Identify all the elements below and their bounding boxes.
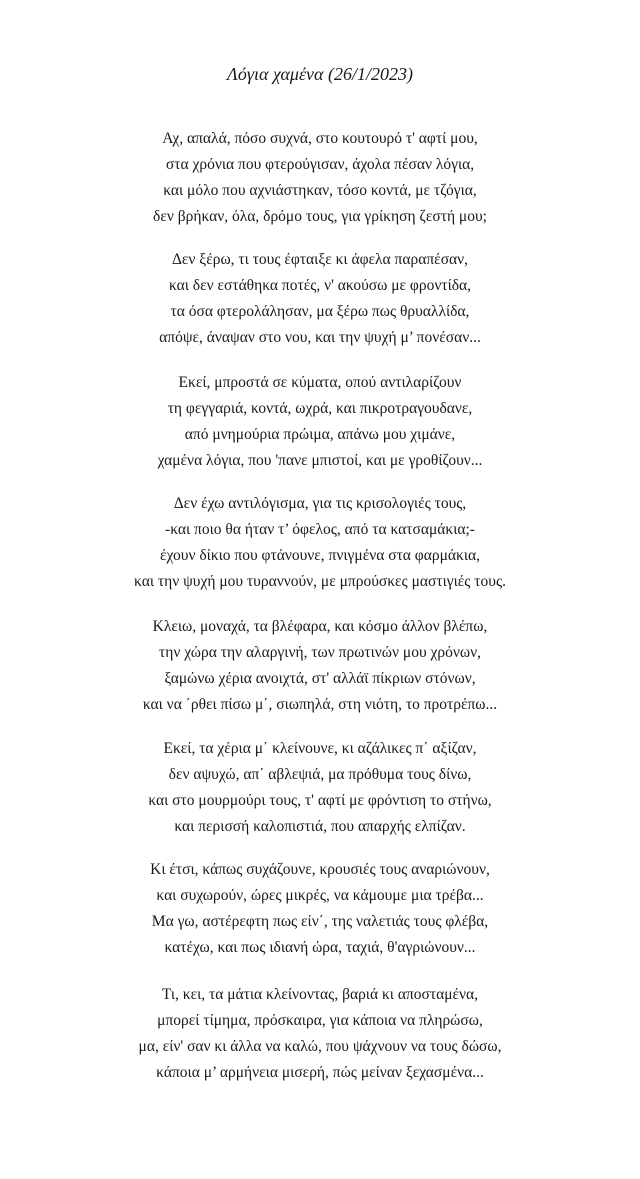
stanza-6 xyxy=(0,736,640,840)
poem-line: ξαμώνω χέρια ανοιχτά, στ' αλλάϊ πίκριων στόνων, xyxy=(164,670,476,687)
stanza-3 xyxy=(0,370,640,474)
poem-line: κατέχω, και πως ιδιανή ώρα, ταχιά, θ'αγριώνουν... xyxy=(164,939,476,956)
stanza-7 xyxy=(0,857,640,961)
poem-line: και περισσή καλοπιστιά, που απαρχής ελπίζαν. xyxy=(174,818,466,835)
poem-line: δεν βρήκαν, όλα, δρόμο τους, για γρίκηση ζεστή μου; xyxy=(153,208,487,225)
poem-line: τα όσα φτερολάλησαν, μα ξέρω πως θρυαλλίδα, xyxy=(170,303,470,320)
stanza-1 xyxy=(0,126,640,230)
poem-line: Δεν ξέρω, τι τους έφταιξε κι άφελα παραπέσαν, xyxy=(171,251,469,268)
poem-line: και συχωρούν, ώρες μικρές, να κάμουμε μια τρέβα... xyxy=(156,887,484,904)
poem-line: Κλειω, μοναχά, τα βλέφαρα, και κόσμο άλλον βλέπω, xyxy=(152,618,488,635)
poem-line: μα, είν' σαν κι άλλα να καλώ, που ψάχνουν να τους δώσω, xyxy=(138,1038,502,1055)
poem-line: απόψε, άναψαν στο νου, και την ψυχή μ’ πονέσαν... xyxy=(159,329,481,346)
poem-line: Αχ, απαλά, πόσο συχνά, στο κουτουρό τ' αφτί μου, xyxy=(162,130,478,147)
poem-line: από μνημούρια πρώιμα, απάνω μου χιμάνε, xyxy=(184,426,456,443)
poem-line: και μόλο που αχνιάστηκαν, τόσο κοντά, με τζόγια, xyxy=(163,182,477,199)
stanza-8 xyxy=(0,982,640,1086)
poem-line: μπορεί τίμημα, πρόσκαιρα, για κάποια να πληρώσω, xyxy=(157,1012,483,1029)
poem-line: Μα γω, αστέρεφτη πως είν΄, της ναλετιάς τους φλέβα, xyxy=(151,913,489,930)
stanza-2 xyxy=(0,247,640,351)
poem-line: χαμένα λόγια, που 'πανε μπιστοί, και με γροθίζουν... xyxy=(157,452,483,469)
poem-title: Λόγια χαμένα (26/1/2023) xyxy=(227,64,413,84)
poem-line: κάποια μ’ αρμήνεια μισερή, πώς μείναν ξεχασμένα... xyxy=(156,1064,484,1081)
poem-line: δεν αψυχώ, απ΄ αβλεψιά, μα πρόθυμα τους δίνω, xyxy=(168,766,472,783)
poem-line: Δεν έχω αντιλόγισμα, για τις κρισολογιές τους, xyxy=(173,495,467,512)
poem-line: Εκεί, τα χέρια μ΄ κλείνουνε, κι αζάλικες π΄ αξίζαν, xyxy=(163,740,477,757)
poem-line: και να ΄ρθει πίσω μ΄, σιωπηλά, στη νιότη, το προτρέπω... xyxy=(142,696,498,713)
stanza-5 xyxy=(0,614,640,718)
poem-line: και στο μουρμούρι τους, τ' αφτί με φρόντιση το στήνω, xyxy=(148,792,492,809)
poem-line: έχουν δίκιο που φτάνουνε, πνιγμένα στα φαρμάκια, xyxy=(159,547,481,564)
poem-line: Τι, κει, τα μάτια κλείνοντας, βαριά κι αποσταμένα, xyxy=(161,986,479,1003)
poem-line: Κι έτσι, κάπως συχάζουνε, κρουσιές τους αναριώνουν, xyxy=(150,861,490,878)
poem-line: τη φεγγαριά, κοντά, ωχρά, και πικροτραγουδανε, xyxy=(167,400,473,417)
poem-line: και δεν εστάθηκα ποτές, ν' ακούσω με φροντίδα, xyxy=(168,277,472,294)
poem-line: και την ψυχή μου τυραννούν, με μπρούσκες μαστιγιές τους. xyxy=(134,573,506,590)
poem-line: την χώρα την αλαργινή, των πρωτινών μου χρόνων, xyxy=(159,644,481,661)
stanza-4 xyxy=(0,491,640,595)
poem-line: στα χρόνια που φτερούγισαν, άχολα πέσαν λόγια, xyxy=(165,156,475,173)
poem-line: -και ποιο θα ήταν τ’ όφελος, από τα κατσαμάκια;- xyxy=(165,521,475,538)
poem-line: Εκεί, μπροστά σε κύματα, οπού αντιλαρίζουν xyxy=(178,374,462,391)
